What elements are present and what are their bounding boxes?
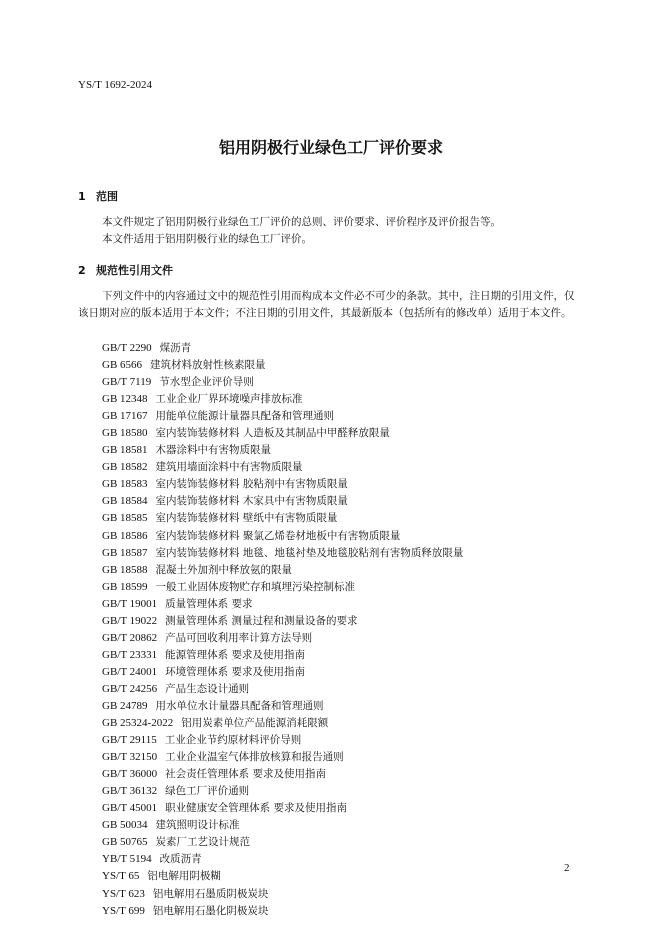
reference-code: GB 18599 bbox=[102, 580, 148, 593]
reference-item bbox=[102, 766, 463, 783]
reference-item bbox=[102, 834, 463, 851]
reference-item bbox=[102, 493, 463, 510]
reference-item bbox=[102, 476, 463, 493]
reference-code: GB/T 45001 bbox=[102, 802, 158, 815]
reference-title: 用能单位能源计量器具配备和管理通则 bbox=[155, 410, 335, 423]
reference-item bbox=[102, 851, 463, 868]
reference-code: GB/T 19001 bbox=[102, 597, 158, 610]
reference-title: 铝电解用石墨质阴极炭块 bbox=[152, 887, 269, 900]
reference-code: GB 18585 bbox=[102, 512, 148, 525]
reference-code: GB 18584 bbox=[102, 495, 148, 508]
reference-code: GB/T 19022 bbox=[102, 614, 158, 627]
reference-title: 室内装饰装修材料 聚氯乙烯卷材地板中有害物质限量 bbox=[155, 529, 401, 542]
reference-title: 一般工业固体废物贮存和填埋污染控制标准 bbox=[155, 580, 356, 593]
reference-item bbox=[102, 374, 463, 391]
reference-item bbox=[102, 596, 463, 613]
reference-item bbox=[102, 528, 463, 545]
reference-title: 建筑照明设计标准 bbox=[155, 819, 240, 832]
reference-title: 产品生态设计通则 bbox=[165, 682, 250, 695]
reference-code: GB 18588 bbox=[102, 563, 148, 576]
reference-code: GB 18587 bbox=[102, 546, 148, 559]
reference-item bbox=[102, 749, 463, 766]
reference-code: GB/T 24001 bbox=[102, 665, 158, 678]
paragraph: 下列文件中的内容通过文中的规范性引用而构成本文件必不可少的条款。其中，注日期的引用文件，仅该日期对应的版本适用于本文件；不注日期的引用文件，其最新版本（包括所有的修改单）适用于本文件。 bbox=[78, 290, 575, 319]
reference-title: 铝电解用阴极糊 bbox=[147, 870, 221, 883]
reference-item bbox=[102, 442, 463, 459]
document-code: YS/T 1692-2024 bbox=[78, 79, 153, 91]
section-title: 规范性引用文件 bbox=[96, 264, 173, 277]
reference-title: 室内装饰装修材料 人造板及其制品中甲醛释放限量 bbox=[155, 427, 390, 440]
reference-item bbox=[102, 340, 463, 357]
reference-list bbox=[102, 340, 463, 920]
reference-item bbox=[102, 630, 463, 647]
reference-code: GB 18580 bbox=[102, 427, 148, 440]
reference-code: GB 24789 bbox=[102, 699, 148, 712]
paragraph: 本文件规定了铝用阴极行业绿色工厂评价的总则、评价要求、评价程序及评价报告等。 bbox=[102, 216, 501, 228]
reference-item bbox=[102, 698, 463, 715]
reference-title: 煤沥青 bbox=[159, 342, 192, 354]
reference-code: GB 18583 bbox=[102, 478, 148, 491]
reference-item bbox=[102, 562, 463, 579]
reference-title: 工业企业温室气体排放核算和报告通则 bbox=[165, 751, 344, 764]
reference-code: YB/T 5194 bbox=[102, 853, 152, 866]
reference-item bbox=[102, 459, 463, 476]
reference-item bbox=[102, 800, 463, 817]
reference-item bbox=[102, 783, 463, 800]
reference-item bbox=[102, 425, 463, 442]
reference-title: 木器涂料中有害物质限量 bbox=[155, 444, 272, 457]
reference-code: GB 6566 bbox=[102, 359, 143, 372]
section-number: 2 bbox=[78, 264, 86, 277]
reference-title: 室内装饰装修材料 壁纸中有害物质限量 bbox=[155, 512, 338, 525]
reference-title: 室内装饰装修材料 木家具中有害物质限量 bbox=[155, 495, 348, 508]
reference-title: 铝电解用石墨化阴极炭块 bbox=[152, 904, 269, 917]
reference-title: 产品可回收利用率计算方法导则 bbox=[165, 631, 313, 644]
section-1-heading bbox=[78, 188, 118, 204]
paragraph: 本文件适用于铝用阴极行业的绿色工厂评价。 bbox=[102, 233, 312, 245]
reference-title: 职业健康安全管理体系 要求及使用指南 bbox=[165, 802, 347, 815]
reference-code: GB 17167 bbox=[102, 410, 148, 423]
reference-item bbox=[102, 732, 463, 749]
reference-item bbox=[102, 357, 463, 374]
reference-item bbox=[102, 579, 463, 596]
reference-item bbox=[102, 886, 463, 903]
reference-code: YS/T 699 bbox=[102, 904, 145, 917]
reference-title: 铝用炭素单位产品能源消耗限额 bbox=[181, 717, 329, 730]
reference-title: 混凝土外加剂中释放氨的限量 bbox=[155, 563, 293, 576]
reference-item bbox=[102, 903, 463, 920]
reference-code: YS/T 623 bbox=[102, 887, 145, 900]
reference-item bbox=[102, 510, 463, 527]
reference-title: 节水型企业评价导则 bbox=[159, 376, 254, 389]
page-number: 2 bbox=[564, 862, 570, 874]
reference-code: GB 18582 bbox=[102, 461, 148, 474]
document-title: 铝用阴极行业绿色工厂评价要求 bbox=[218, 138, 443, 157]
reference-item bbox=[102, 647, 463, 664]
reference-title: 建筑用墙面涂料中有害物质限量 bbox=[155, 461, 303, 474]
reference-title: 能源管理体系 要求及使用指南 bbox=[165, 648, 305, 661]
reference-title: 工业企业节约原材料评价导则 bbox=[164, 734, 302, 747]
reference-item bbox=[102, 681, 463, 698]
section-number: 1 bbox=[78, 190, 86, 203]
reference-code: GB 12348 bbox=[102, 393, 148, 406]
reference-title: 建筑材料放射性核素限量 bbox=[150, 359, 266, 372]
reference-item bbox=[102, 868, 463, 885]
reference-title: 炭素厂工艺设计规范 bbox=[155, 836, 251, 849]
reference-title: 质量管理体系 要求 bbox=[165, 597, 253, 610]
reference-item bbox=[102, 613, 463, 630]
reference-title: 改质沥青 bbox=[159, 853, 202, 866]
reference-code: YS/T 65 bbox=[102, 870, 140, 883]
section-title: 范围 bbox=[96, 190, 118, 203]
reference-code: GB/T 2290 bbox=[102, 342, 152, 354]
reference-item bbox=[102, 391, 463, 408]
reference-code: GB/T 29115 bbox=[102, 734, 157, 747]
reference-code: GB 25324-2022 bbox=[102, 717, 174, 730]
section-2-heading bbox=[78, 262, 173, 278]
reference-code: GB/T 20862 bbox=[102, 631, 158, 644]
reference-code: GB 50765 bbox=[102, 836, 148, 849]
reference-code: GB/T 36132 bbox=[102, 785, 158, 798]
reference-code: GB 50034 bbox=[102, 819, 148, 832]
reference-code: GB/T 23331 bbox=[102, 648, 158, 661]
reference-item bbox=[102, 408, 463, 425]
reference-code: GB/T 7119 bbox=[102, 376, 152, 389]
reference-title: 室内装饰装修材料 胶粘剂中有害物质限量 bbox=[155, 478, 348, 491]
reference-item bbox=[102, 545, 463, 562]
section-1-body bbox=[78, 214, 584, 248]
reference-title: 室内装饰装修材料 地毯、地毯衬垫及地毯胶粘剂有害物质释放限量 bbox=[155, 546, 464, 559]
reference-code: GB/T 24256 bbox=[102, 682, 158, 695]
reference-title: 工业企业厂界环境噪声排放标准 bbox=[155, 393, 303, 406]
reference-title: 环境管理体系 要求及使用指南 bbox=[165, 665, 305, 678]
reference-item bbox=[102, 664, 463, 681]
reference-code: GB/T 36000 bbox=[102, 768, 158, 781]
reference-item bbox=[102, 715, 463, 732]
reference-item bbox=[102, 817, 463, 834]
reference-title: 社会责任管理体系 要求及使用指南 bbox=[165, 768, 326, 781]
reference-code: GB 18586 bbox=[102, 529, 148, 542]
reference-code: GB/T 32150 bbox=[102, 751, 158, 764]
reference-title: 测量管理体系 测量过程和测量设备的要求 bbox=[165, 614, 358, 627]
section-2-body bbox=[78, 288, 584, 322]
reference-title: 绿色工厂评价通则 bbox=[165, 785, 250, 798]
reference-code: GB 18581 bbox=[102, 444, 148, 457]
reference-title: 用水单位水计量器具配备和管理通则 bbox=[155, 699, 324, 712]
